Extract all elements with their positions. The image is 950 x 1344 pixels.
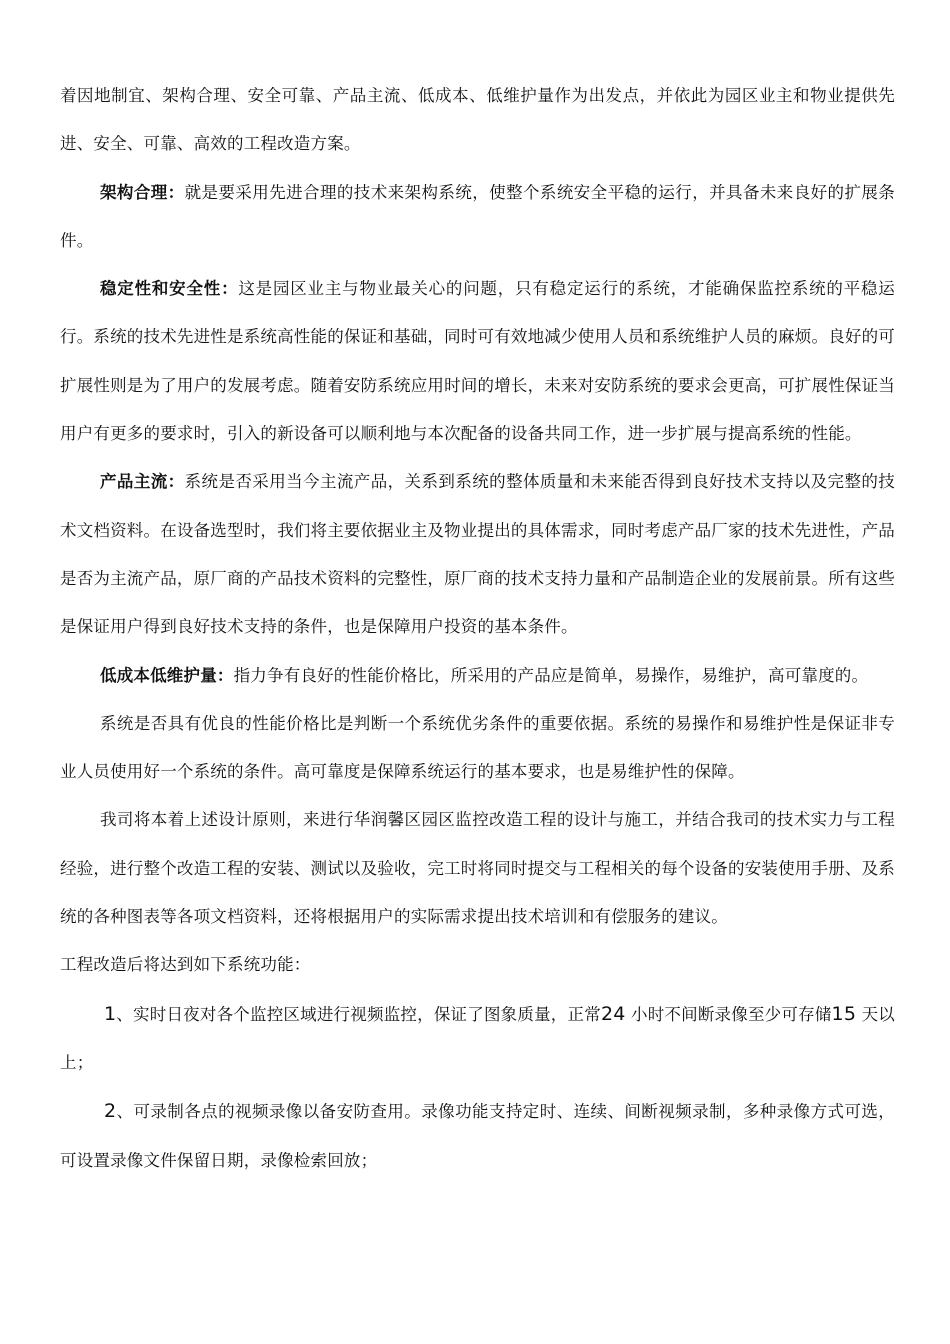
functions-heading-text: 工程改造后将达到如下系统功能：	[60, 955, 311, 975]
paragraph-lowcost	[60, 652, 895, 700]
function-number-days: 15	[831, 1002, 857, 1025]
paragraph-text: 系统是否采用当今主流产品，关系到系统的整体质量和未来能否得到良好技术支持以及完整的技术文档资料。在设备选型时，我们将主要依据业主及物业提出的具体需求，同时考虑产品厂家的技术先进性，产品是否为主流产品，原厂商的产品技术资料的完整性，原厂商的技术支持力量和产品制造企业的发展前景。所有这些是保证用户得到良好技术支持的条件，也是保障用户投资的基本条件。	[60, 472, 896, 637]
paragraph-text: 指力争有良好的性能价格比，所采用的产品应是简单，易操作，易维护，高可靠度的。	[233, 665, 869, 685]
paragraph-text: 系统是否具有优良的性能价格比是判断一个系统优劣条件的重要依据。系统的易操作和易维护性是保证非专业人员使用好一个系统的条件。高可靠度是保障系统运行的基本要求，也是易维护性的保障。	[60, 713, 895, 782]
document-page	[60, 72, 895, 1185]
paragraph-mainstream	[60, 458, 895, 651]
paragraph-term: 产品主流：	[100, 472, 185, 492]
paragraph-text: 我司将本着上述设计原则，来进行华润馨区园区监控改造工程的设计与施工，并结合我司的技术实力与工程经验，进行整个改造工程的安装、测试以及验收，完工时将同时提交与工程相关的每个设备的安装使用手册、及系统的各种图表等各项文档资料，还将根据用户的实际需求提出技术培训和有偿服务的建议。	[60, 810, 895, 927]
function-number: 2	[104, 1100, 117, 1123]
functions-heading	[60, 941, 895, 989]
paragraph-term: 稳定性和安全性：	[100, 279, 239, 299]
paragraph-text: 这是园区业主与物业最关心的问题，只有稳定运行的系统，才能确保监控系统的平稳运行。系统的技术先进性是系统高性能的保证和基础，同时可有效地减少使用人员和系统维护人员的麻烦。良好的可扩展性则是为了用户的发展考虑。随着安防系统应用时间的增长，未来对安防系统的要求会更高，可扩展性保证当用户有更多的要求时，引入的新设备可以顺利地与本次配备的设备共同工作，进一步扩展与提高系统的性能。	[60, 279, 895, 444]
paragraph-text: 着因地制宜、架构合理、安全可靠、产品主流、低成本、低维护量作为出发点，并依此为园区业主和物业提供先进、安全、可靠、高效的工程改造方案。	[60, 86, 895, 154]
function-text: 、实时日夜对各个监控区域进行视频监控，保证了图象质量，正常	[116, 1004, 601, 1024]
paragraph-stability	[60, 265, 895, 458]
paragraph-text: 就是要采用先进合理的技术来架构系统，使整个系统安全平稳的运行，并具备未来良好的扩展条件。	[60, 182, 896, 250]
function-number: 1	[104, 1002, 117, 1025]
function-text: 天以上；	[60, 1004, 895, 1072]
paragraph-intro	[60, 72, 895, 169]
paragraph-company-commitment	[60, 796, 895, 941]
paragraph-term: 架构合理：	[100, 182, 185, 202]
function-item-2	[60, 1087, 895, 1185]
function-number-hours: 24	[600, 1002, 626, 1025]
paragraph-architecture	[60, 169, 895, 266]
paragraph-term: 低成本低维护量：	[100, 665, 234, 685]
function-text: 、可录制各点的视频录像以备安防查用。录像功能支持定时、连续、间断视频录制，多种录像方式可选，可设置录像文件保留日期，录像检索回放；	[60, 1102, 895, 1170]
paragraph-cost-performance	[60, 700, 895, 797]
function-item-1	[60, 990, 895, 1088]
function-text: 小时不间断录像至少可存储	[625, 1004, 832, 1024]
